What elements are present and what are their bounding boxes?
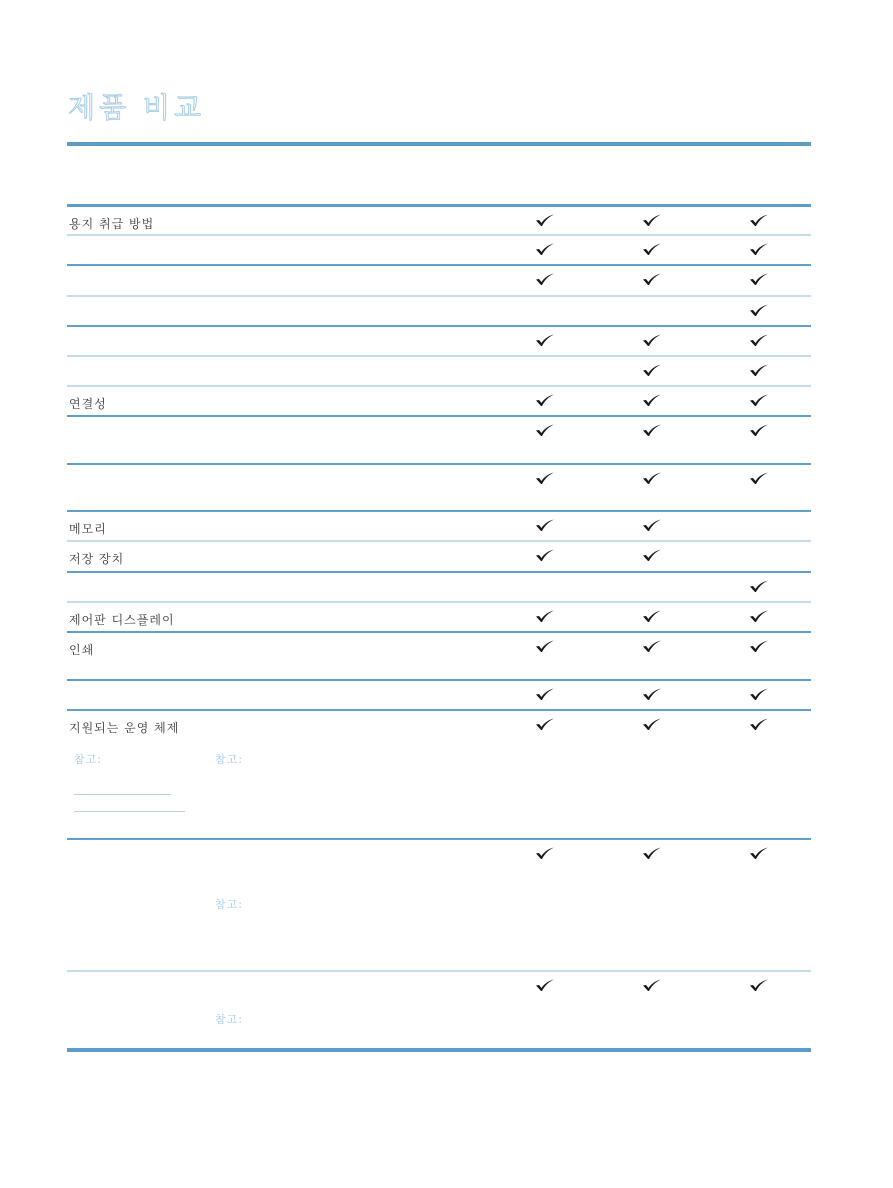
hyperlink[interactable] bbox=[74, 811, 185, 812]
note-label: 참고: bbox=[215, 1013, 243, 1026]
checkmark-icon bbox=[535, 846, 555, 860]
checkmark-icon bbox=[642, 687, 662, 701]
checkmark-icon bbox=[642, 609, 662, 623]
table-row bbox=[67, 542, 811, 573]
checkmark-icon bbox=[642, 978, 662, 992]
row-label: 연결성 bbox=[69, 397, 107, 411]
checkmark-icon bbox=[535, 471, 555, 485]
checkmark-icon bbox=[749, 687, 769, 701]
checkmark-icon bbox=[642, 423, 662, 437]
checkmark-icon bbox=[642, 639, 662, 653]
checkmark-icon bbox=[535, 518, 555, 532]
table-row bbox=[67, 840, 811, 972]
checkmark-icon bbox=[749, 333, 769, 347]
checkmark-icon bbox=[749, 846, 769, 860]
row-label: 제어판 디스플레이 bbox=[69, 613, 175, 627]
hyperlink[interactable] bbox=[74, 794, 171, 795]
checkmark-icon bbox=[749, 579, 769, 593]
checkmark-icon bbox=[642, 393, 662, 407]
checkmark-icon bbox=[535, 609, 555, 623]
table-row bbox=[67, 207, 811, 236]
checkmark-icon bbox=[749, 363, 769, 377]
checkmark-icon bbox=[535, 213, 555, 227]
title-divider bbox=[67, 142, 811, 146]
table-row bbox=[67, 711, 811, 840]
checkmark-icon bbox=[535, 978, 555, 992]
table-row bbox=[67, 357, 811, 387]
checkmark-icon bbox=[535, 423, 555, 437]
checkmark-icon bbox=[642, 717, 662, 731]
row-label: 인쇄 bbox=[69, 643, 95, 657]
checkmark-icon bbox=[642, 213, 662, 227]
checkmark-icon bbox=[642, 333, 662, 347]
checkmark-icon bbox=[535, 393, 555, 407]
checkmark-icon bbox=[535, 242, 555, 256]
note-label: 참고: bbox=[215, 753, 243, 766]
checkmark-icon bbox=[535, 639, 555, 653]
checkmark-icon bbox=[749, 272, 769, 286]
checkmark-icon bbox=[749, 609, 769, 623]
row-label: 저장 장치 bbox=[69, 552, 125, 566]
table-row bbox=[67, 633, 811, 681]
checkmark-icon bbox=[749, 423, 769, 437]
checkmark-icon bbox=[749, 393, 769, 407]
checkmark-icon bbox=[535, 548, 555, 562]
table-row bbox=[67, 681, 811, 711]
checkmark-icon bbox=[642, 363, 662, 377]
table-row bbox=[67, 465, 811, 512]
note-label: 참고: bbox=[74, 753, 102, 766]
checkmark-icon bbox=[535, 717, 555, 731]
row-label: 용지 취급 방법 bbox=[69, 217, 155, 231]
table-row bbox=[67, 387, 811, 417]
table-row bbox=[67, 512, 811, 542]
table-row bbox=[67, 972, 811, 1052]
checkmark-icon bbox=[535, 333, 555, 347]
checkmark-icon bbox=[642, 846, 662, 860]
table-row bbox=[67, 297, 811, 327]
table-row bbox=[67, 417, 811, 465]
checkmark-icon bbox=[535, 687, 555, 701]
checkmark-icon bbox=[642, 471, 662, 485]
table-row bbox=[67, 573, 811, 603]
note-label: 참고: bbox=[215, 898, 243, 911]
row-label: 지원되는 운영 체제 bbox=[69, 721, 180, 735]
table-row bbox=[67, 266, 811, 297]
checkmark-icon bbox=[642, 272, 662, 286]
checkmark-icon bbox=[749, 242, 769, 256]
checkmark-icon bbox=[749, 978, 769, 992]
row-label: 메모리 bbox=[69, 522, 107, 536]
table-row bbox=[67, 327, 811, 357]
checkmark-icon bbox=[749, 303, 769, 317]
checkmark-icon bbox=[749, 717, 769, 731]
page-title: 제품 비교 bbox=[68, 91, 206, 124]
checkmark-icon bbox=[749, 471, 769, 485]
table-row bbox=[67, 603, 811, 633]
table-row bbox=[67, 236, 811, 266]
checkmark-icon bbox=[535, 272, 555, 286]
checkmark-icon bbox=[749, 213, 769, 227]
checkmark-icon bbox=[642, 548, 662, 562]
checkmark-icon bbox=[749, 639, 769, 653]
checkmark-icon bbox=[642, 242, 662, 256]
checkmark-icon bbox=[642, 518, 662, 532]
row-divider bbox=[67, 1048, 811, 1052]
